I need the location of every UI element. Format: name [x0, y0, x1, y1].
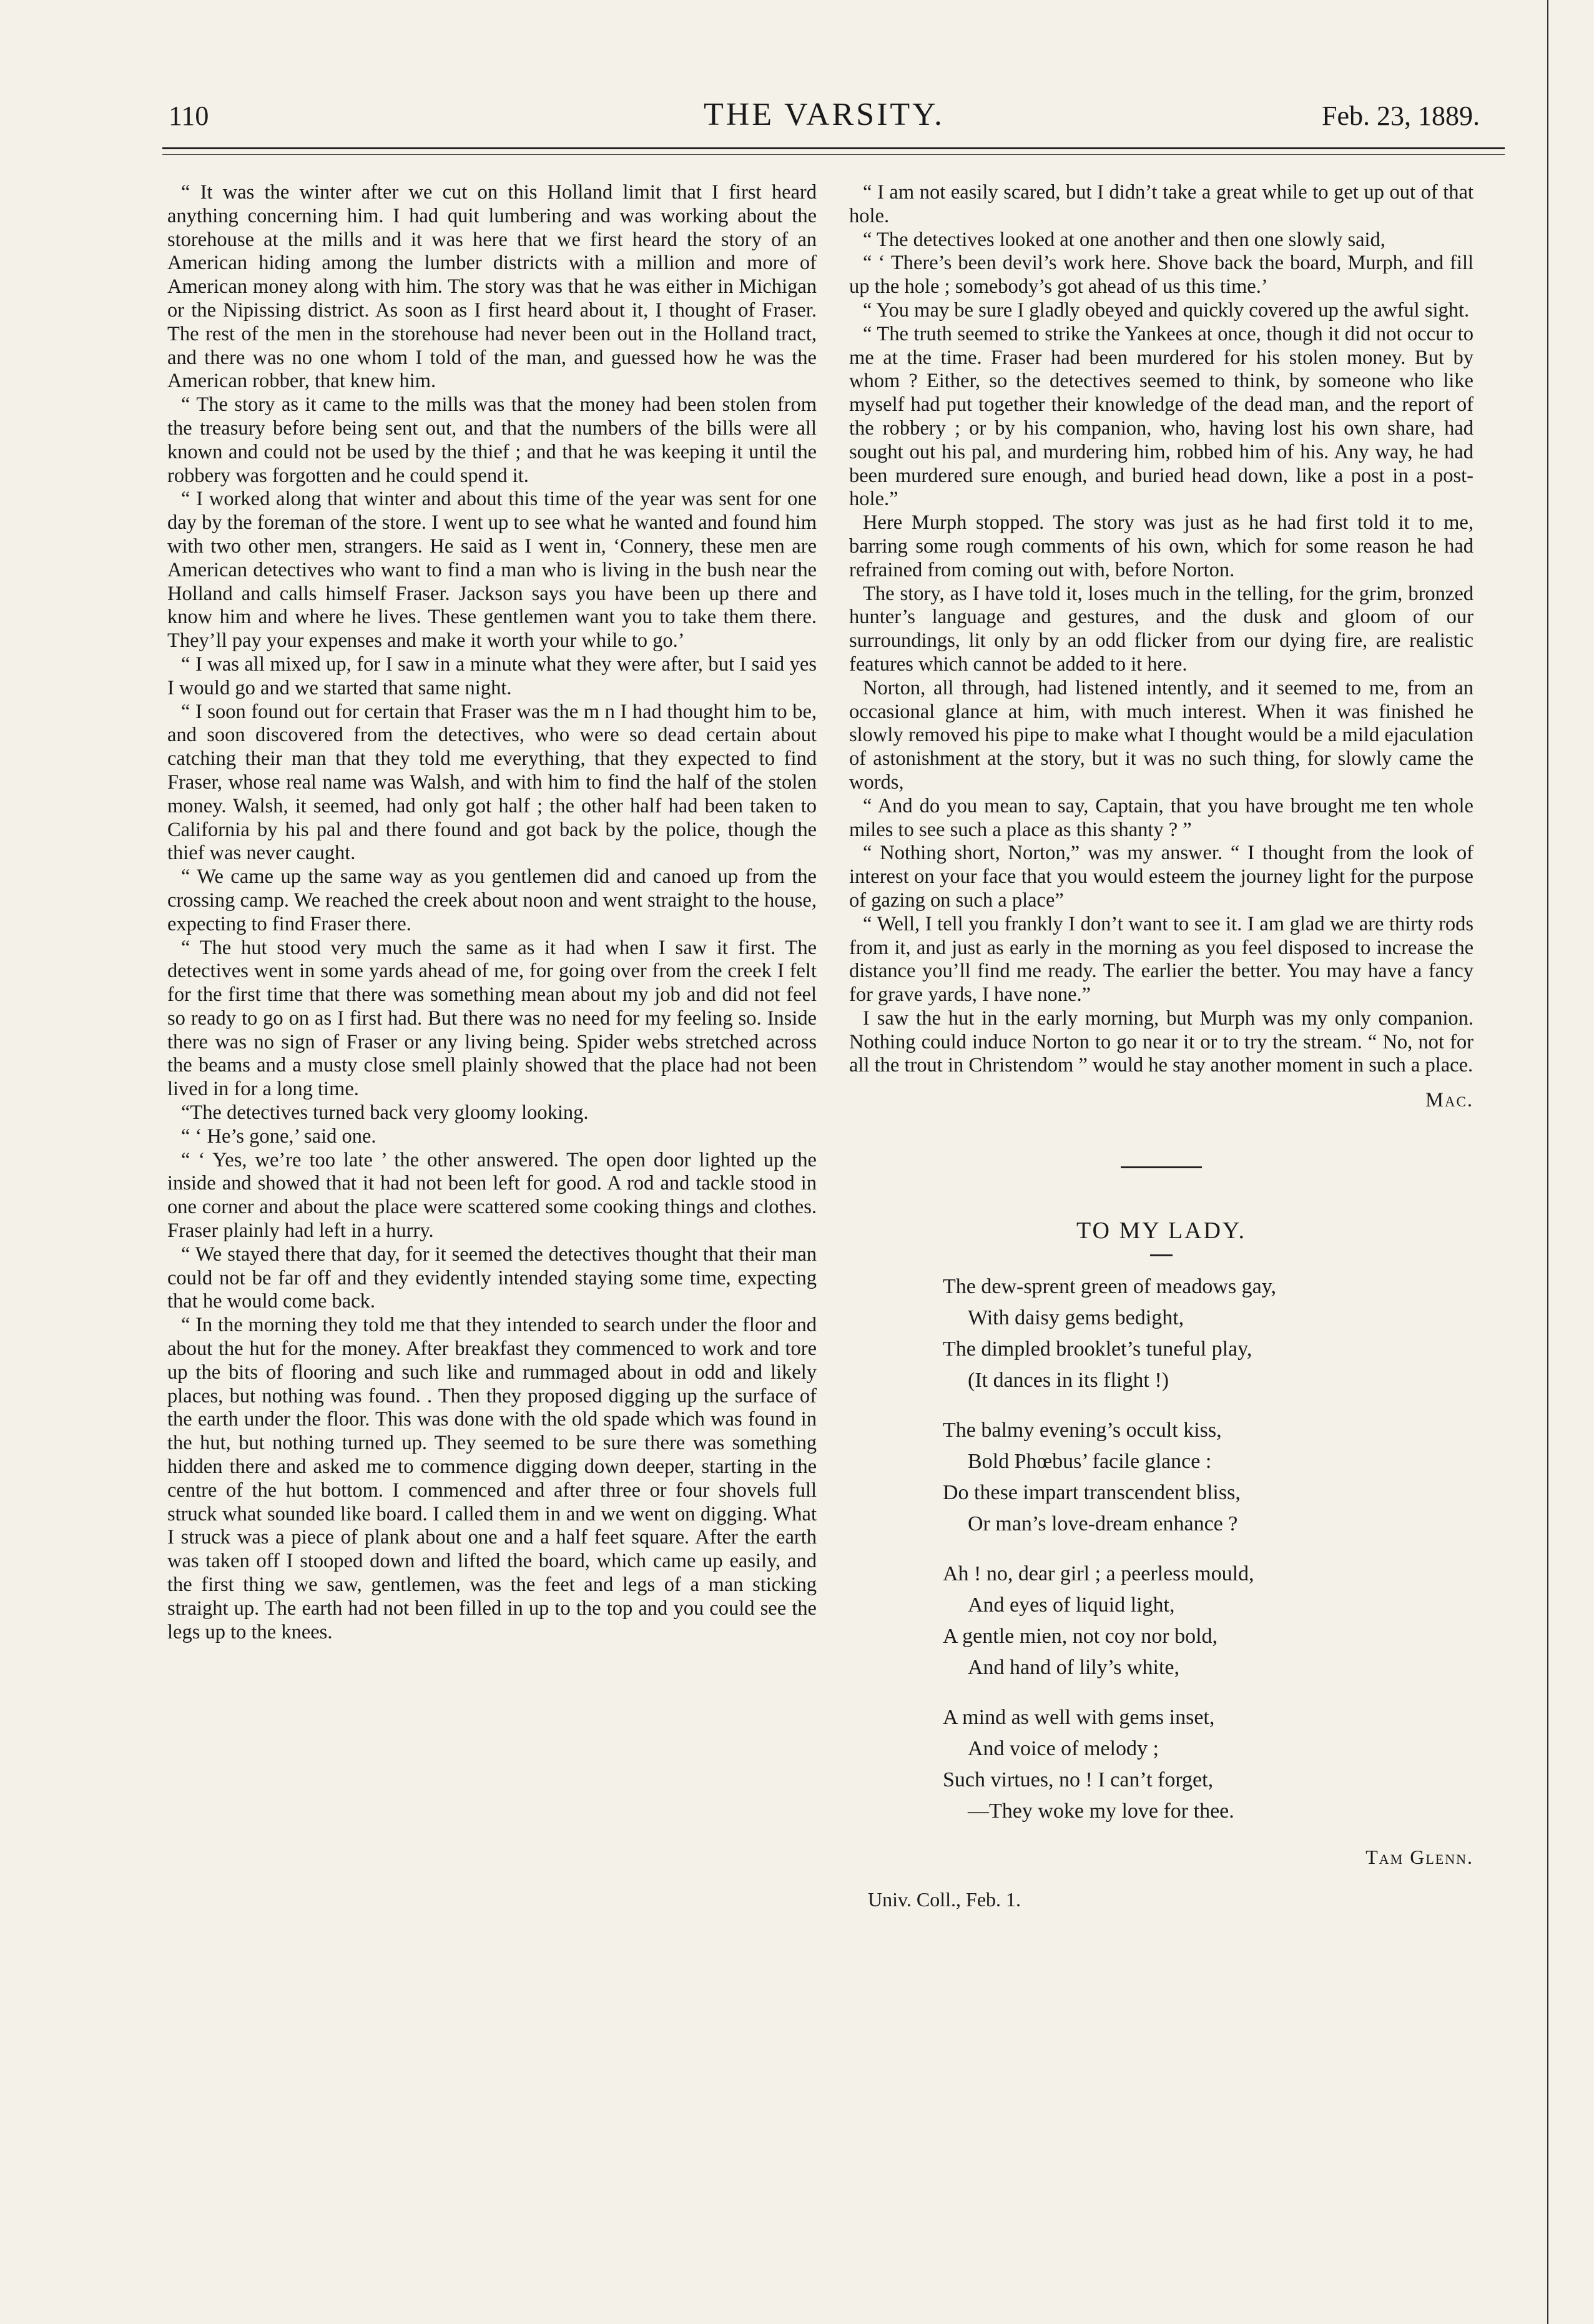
- poem-line: The balmy evening’s occult kiss,: [943, 1418, 1222, 1442]
- poem-stanza: [943, 1415, 1473, 1540]
- poem-stanza: [943, 1702, 1473, 1827]
- paragraph: “ In the morning they told me that they intended to search under the floor and about the hut for the money. After breakfast they commenced to work and tore up the bits of flooring and such like and rummaged about in odd and likely places, but nothing was found. . Then they proposed digging up the surface of the earth under the floor. This was done with the old spade which was found in the hut, but nothing turned up. They seemed to be sure there was something hidden there and asked me to commence digging down deeper, starting in the centre of the hut bottom. I commenced and after three or four shovels full struck what sounded like board. I called them in and we went on digging. What I struck was a piece of plank about one and a half feet square. After the earth was taken off I stooped down and lifted the board, which came up easily, and the first thing we saw, gentlemen, was the feet and legs of a man sticking straight up. The earth had not been filled in up to the top and you could see the legs up to the knees.: [167, 1314, 817, 1643]
- page-edge-line: [1547, 0, 1548, 2324]
- header-rule: [162, 147, 1505, 155]
- paragraph: “ ‘ He’s gone,’ said one.: [181, 1125, 376, 1148]
- paragraph: “ We came up the same way as you gentlemen did and canoed up from the crossing camp. We reached the creek about noon and went straight to the house, expecting to find Fraser there.: [167, 865, 817, 935]
- paragraph: “ I was all mixed up, for I saw in a minute what they were after, but I said yes I would go and we started that same night.: [167, 652, 817, 699]
- title-dash: [1150, 1254, 1173, 1256]
- poem-line: A gentle mien, not coy nor bold,: [943, 1624, 1218, 1648]
- page-number: 110: [169, 101, 209, 131]
- poem-line: Do these impart transcendent bliss,: [943, 1480, 1241, 1504]
- paragraph: The story, as I have told it, loses much in the telling, for the grim, bronzed hunter’s language and gestures, and the dusk and gloom of our surroundings, lit only by an odd flicker from our dying fire, are realistic features which cannot be added to it here.: [849, 582, 1473, 676]
- left-column: [167, 181, 817, 1644]
- right-column: [849, 181, 1473, 1911]
- paragraph: Here Murph stopped. The story was just as he had first told it to me, barring some rough comments of his own, which for some reason he had refrained from coming out with, before Norton.: [849, 511, 1473, 581]
- poem-line: Such virtues, no ! I can’t forget,: [943, 1768, 1214, 1791]
- paragraph: “ And do you mean to say, Captain, that you have brought me ten whole miles to see such a place as this shanty ? ”: [849, 794, 1473, 841]
- section-separator: [1121, 1166, 1202, 1168]
- poem-line: Or man’s love-dream enhance ?: [968, 1512, 1238, 1535]
- paragraph: “ ‘ There’s been devil’s work here. Shove back the board, Murph, and fill up the hole ; somebody’s got ahead of us this time.’: [849, 252, 1473, 298]
- paragraph: “ I am not easily scared, but I didn’t take a great while to get up out of that hole.: [849, 181, 1473, 227]
- paragraph: Norton, all through, had listened intently, and it seemed to me, from an occasional glance at him, with much interest. When it was finished he slowly removed his pipe to make what I thought would be a mild ejaculation of astonishment at the story, but it was no such thing, for slowly came the words,: [849, 676, 1473, 794]
- poem-stanza: [943, 1271, 1473, 1396]
- poem-dateline: Univ. Coll., Feb. 1.: [868, 1888, 1021, 1911]
- paragraph: “ The truth seemed to strike the Yankees at once, though it did not occur to me at the time. Fraser had been murdered for his stolen money. But by whom ? Either, so the detectives seemed to think, by someone who like myself had put together their knowledge of the dead man, and the report of the robbery ; or by his companion, who, having lost his own share, had sought out his pal, and murdering him, robbed him of his. Any way, he had been murdered sure enough, and buried head down, like a post in a post-hole.”: [849, 322, 1473, 511]
- paragraph: “ ‘ Yes, we’re too late ’ the other answered. The open door lighted up the inside and showed that it had not been left for good. A rod and tackle stood in one corner and about the place were scattered some cooking things and clothes. Fraser plainly had left in a hurry.: [167, 1148, 817, 1243]
- poem-line: The dew-sprent green of meadows gay,: [943, 1274, 1277, 1298]
- paragraph: “ The hut stood very much the same as it had when I saw it first. The detectives went in some yards ahead of me, for going over from the creek I felt for the first time that there was something mean about my job and did not feel so ready to go on as I first had. But there was no need for my feeling so. Inside there was no sign of Fraser or any living being. Spider webs stretched across the beams and a musty close smell plainly showed that the place had not been lived in for a long time.: [167, 936, 817, 1101]
- paragraph: “ It was the winter after we cut on this Holland limit that I first heard anything concerning him. I had quit lumbering and was working about the storehouse at the mills and it was here that we first heard the story of an American hiding among the lumber districts with a million and more of American money along with him. The story was that he was either in Michigan or the Nipissing district. As soon as I first heard about it, I thought of Fraser. The rest of the men in the storehouse had never been out in the Holland tract, and there was no one whom I told of the man, and guessed how he was the American robber, that knew him.: [167, 181, 817, 393]
- paragraph: “ Nothing short, Norton,” was my answer. “ I thought from the look of interest on your face that you would esteem the journey light for the purpose of gazing on such a place”: [849, 842, 1473, 912]
- paragraph: I saw the hut in the early morning, but Murph was my only companion. Nothing could induce Norton to go near it or to try the stream. “ No, not for all the trout in Christendom ” would he stay another moment in such a place.: [849, 1007, 1473, 1077]
- poem-line: And voice of melody ;: [968, 1736, 1159, 1760]
- poem-line: (It dances in its flight !): [968, 1368, 1169, 1392]
- poem-line: Ah ! no, dear girl ; a peerless mould,: [943, 1562, 1254, 1585]
- poem-line: Bold Phœbus’ facile glance :: [968, 1449, 1212, 1473]
- paragraph: “ The detectives looked at one another and then one slowly said,: [863, 228, 1385, 251]
- issue-date: Feb. 23, 1889.: [1322, 101, 1480, 131]
- paragraph: “ Well, I tell you frankly I don’t want to see it. I am glad we are thirty rods from it, and just as early in the morning as you feel disposed to increase the distance you’ll find me ready. The earlier the better. You may have a fancy for grave yards, I have none.”: [849, 912, 1473, 1007]
- poem-line: —They woke my love for thee.: [968, 1799, 1234, 1823]
- poem-line: With daisy gems bedight,: [968, 1306, 1184, 1329]
- poem-line: And eyes of liquid light,: [968, 1593, 1175, 1617]
- page-header: [169, 94, 1480, 144]
- poem-line: The dimpled brooklet’s tuneful play,: [943, 1337, 1252, 1361]
- paragraph: “ I worked along that winter and about this time of the year was sent for one day by the foreman of the store. I went up to see what he wanted and found him with two other men, strangers. He said as I went in, ‘Connery, these men are American detectives who want to find a man who is living in the bush near the Holland and calls himself Fraser. Jackson says you have been up there and know him and where he lives. These gentlemen want you to take them there. They’ll pay your expenses and make it worth your while to go.’: [167, 488, 817, 652]
- story-signature: Mac.: [1425, 1089, 1473, 1112]
- paragraph: “The detectives turned back very gloomy looking.: [181, 1101, 589, 1125]
- publication-title: THE VARSITY.: [703, 97, 945, 132]
- poem-stanza: [943, 1558, 1473, 1683]
- poem-author: Tam Glenn.: [1365, 1845, 1473, 1868]
- paragraph: “ I soon found out for certain that Fraser was the m n I had thought him to be, and soon discovered from the detectives, who were so dead certain about catching their man that they told me everything, that they expected to find Fraser, whose real name was Walsh, and with him to find the half of the stolen money. Walsh, it seemed, had only got half ; the other half had been taken to California by his pal and there found and got back by the police, though the thief was never caught.: [167, 700, 817, 865]
- paragraph: “ You may be sure I gladly obeyed and quickly covered up the awful sight.: [863, 298, 1470, 322]
- paragraph: “ The story as it came to the mills was that the money had been stolen from the treasury before being sent out, and that the numbers of the bills were all known and could not be used by the thief ; and that he was keeping it until the robbery was forgotten and he could spend it.: [167, 393, 817, 487]
- poem-line: A mind as well with gems inset,: [943, 1705, 1215, 1729]
- poem-line: And hand of lily’s white,: [968, 1655, 1180, 1679]
- paragraph: “ We stayed there that day, for it seemed the detectives thought that their man could not be far off and they evidently intended staying some time, expecting that he would come back.: [167, 1243, 817, 1313]
- poem-title: TO MY LADY.: [1076, 1218, 1246, 1244]
